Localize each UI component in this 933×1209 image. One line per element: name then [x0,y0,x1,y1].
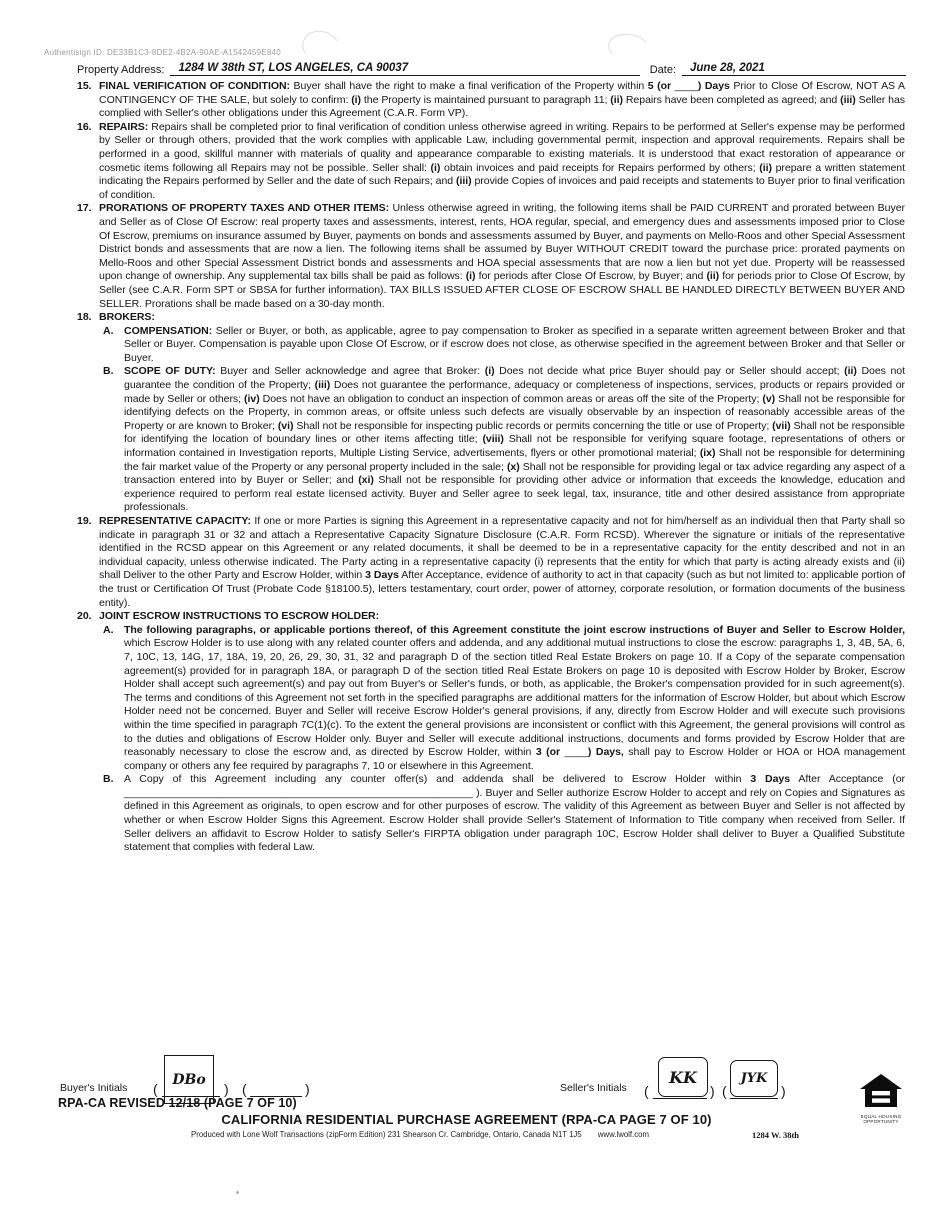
sub-clause-letter: B. [103,365,114,378]
seller-initials-signature-box-1[interactable] [658,1057,708,1097]
equal-housing-caption [856,1114,906,1125]
sub-clause-text: The following paragraphs, or applicable portions thereof, of this Agreement constitute the joint escrow instructions of Buyer and Seller to Escrow Holder, which Escrow Holder is to use along with any related counter offers and addenda, and any additional mutual instructions to close the escrow: paragraphs 1, 3, 4B, 5A, 6, 7, 10C, 13, 14G, 17, 18A, 19, 20, 26, 29, 30, 31, 32 and paragraph D of the section titled Real Estate Brokers on page 10. If a Copy of the separate compensation agreement(s) provided for in paragraph 18A, or paragraph D of the section titled Real Estate Brokers on page 10 is deposited with Escrow Holder by Broker, Escrow Holder shall accept such agreement(s) and pay out from Buyer's or Seller's funds, or both, as applicable, the Broker's compensation provided for in such agreement(s). The terms and conditions of this Agreement not set forth in the specified paragraphs are additional matters for the information of Escrow Holder, but about which Escrow Holder need not be concerned. Buyer and Seller will receive Escrow Holder's general provisions, if any, directly from Escrow Holder and will execute such provisions within the time specified in paragraph 7C(1)(c). To the extent the general provisions are inconsistent or conflict with this Agreement, the general provisions will control as to the duties and obligations of Escrow Holder only. Buyer and Seller will execute additional instructions, documents and forms provided by Escrow Holder that are reasonably necessary to close the escrow and, as directed by Escrow Holder, within 3 (or ____) Days, shall pay to Escrow Holder or HOA or HOA management company or others any fee required by paragraphs 7, 10 or elsewhere in this Agreement. [124,623,905,772]
clause-15-final-verification [77,80,905,121]
sub-clause-letter: B. [103,773,114,786]
produced-by-text: Produced with Lone Wolf Transactions (zipForm Edition) 231 Shearson Cr. Cambridge, Ontario, Canada N1T 1J5 [191,1130,582,1139]
clause-number: 20. [77,610,92,623]
equal-housing-caption-line2: OPPORTUNITY [863,1119,899,1125]
property-address-row [77,58,906,76]
clause-heading: JOINT ESCROW INSTRUCTIONS TO ESCROW HOLDER: [99,610,380,623]
paren: ) [224,1081,229,1097]
paren: ) [305,1081,310,1097]
clause-number: 17. [77,202,92,215]
produced-by-line [90,1130,750,1139]
clause-20a-escrow-paragraphs [99,624,905,774]
clause-18b-scope-of-duty [99,365,905,515]
buyer-initials-value: DBo [172,1071,206,1088]
equal-housing-logo [856,1074,906,1125]
clause-20b-copy-delivery [99,773,905,855]
form-title: CALIFORNIA RESIDENTIAL PURCHASE AGREEMENT (RPA-CA PAGE 7 OF 10) [221,1112,712,1127]
equal-housing-house-icon [859,1074,903,1108]
seller-initials-value-2: JYK [740,1071,768,1086]
paren: ) [710,1083,715,1099]
clause-text: REPAIRS: Repairs shall be completed prior to final verification of condition unless otherwise agreed in writing. Repairs to be performed at Seller's expense may be performed by Seller or through others, provided that the work complies with applicable Law, including governmental permit, inspection and approval requirements. Repairs shall be performed in a good, skillful manner with materials of quality and appearance comparable to existing materials. It is understood that exact restoration of appearance or cosmetic items following all Repairs may not be possible. Seller shall: (i) obtain invoices and paid receipts for Repairs performed by others; (ii) prepare a written statement indicating the Repairs performed by Seller and the date of such Repairs; and (iii) provide Copies of invoices and paid receipts and statements to Buyer prior to final verification of condition. [99,120,905,201]
clause-text: REPRESENTATIVE CAPACITY: If one or more Parties is signing this Agreement in a representative capacity and not for him/herself as an individual then that Party shall so indicate in paragraph 31 or 32 and attach a Representative Capacity Signature Disclosure (C.A.R. Form RCSD). Wherever the signature or initials of the representative identified in the RCSD appear on this Agreement or any related documents, it shall be deemed to be in a representative capacity for the entity described and not in an individual capacity, unless otherwise indicated. The Party acting in a representative capacity (i) represents that the entity for which that party is acting already exists and (ii) shall Deliver to the other Party and Escrow Holder, within 3 Days After Acceptance, evidence of authority to act in that capacity (such as but not limited to: applicable portion of the trust or Certification Of Trust (Probate Code §18100.5), letters testamentary, court order, power of attorney, corporate resolution, or formation documents of the business entity). [99,515,905,609]
clause-number: 19. [77,515,92,527]
sub-clause-letter: A. [103,623,114,636]
scan-artifact-dot [236,1191,239,1194]
clause-18a-compensation [99,325,905,366]
authentisign-id: Authentisign ID: DE33B1C3-8DE2-4B2A-90AE-A1542459E840 [44,48,281,57]
clause-16-repairs [77,121,905,203]
producer-website: www.lwolf.com [597,1130,649,1139]
sub-clause-letter: A. [103,324,114,337]
seller-initials-value-1: KK [669,1067,697,1087]
property-address-label: Property Address: [77,64,165,76]
clause-text: PRORATIONS OF PROPERTY TAXES AND OTHER ITEMS: Unless otherwise agreed in writing, the following items shall be PAID CURRENT and prorated between Buyer and Seller as of Close Of Escrow: real property taxes and assessments, interest, rents, HOA regular, special, and emergency dues and assessments imposed prior to Close Of Escrow, premiums on insurance assumed by Buyer, payments on bonds and assessments assumed by Buyer, and payments on Mello-Roos and other Special Assessment District bonds and assessments that are now a lien. The following items shall be assumed by Buyer WITHOUT CREDIT toward the purchase price: prorated payments on Mello-Roos and other Special Assessment District bonds and assessments and HOA special assessments that are now a lien but not yet due. Property will be reassessed upon change of ownership. Any supplemental tax bills shall be paid as follows: (i) for periods after Close Of Escrow, by Buyer; and (ii) for periods prior to Close Of Escrow, by Seller (see C.A.R. Form SPT or SBSA for further information). TAX BILLS ISSUED AFTER CLOSE OF ESCROW SHALL BE HANDLED DIRECTLY BETWEEN BUYER AND SELLER. Prorations shall be made based on a 30-day month. [99,202,905,310]
document-reference: 1284 W. 38th [752,1130,799,1140]
clause-number: 18. [77,311,92,324]
seller-initials-signature-box-2[interactable] [730,1060,778,1097]
clause-number: 15. [77,80,92,92]
paren: ( [242,1081,247,1097]
paren: ( [644,1083,649,1099]
sellers-initials-label: Seller's Initials [560,1082,627,1094]
clause-number: 16. [77,120,92,133]
buyer-initials-line-2[interactable] [250,1079,302,1097]
clause-19-representative-capacity [77,515,905,610]
date-value: June 28, 2021 [682,62,906,76]
sub-clause-text: COMPENSATION: Seller or Buyer, or both, as applicable, agree to pay compensation to Broker as specified in a separate written agreement between Broker and that Seller or Buyer. Compensation is payable upon Close Of Escrow, or if escrow does not close, as otherwise specified in the agreement between Broker and that Seller or Buyer. [124,324,905,364]
form-revision-line: RPA-CA REVISED 12/18 (PAGE 7 OF 10) [58,1096,297,1110]
clause-17-prorations [77,202,905,311]
paren: ( [722,1083,727,1099]
clause-heading: BROKERS: [99,311,155,324]
property-address-value: 1284 W 38th ST, LOS ANGELES, CA 90037 [170,62,639,76]
clause-text: FINAL VERIFICATION OF CONDITION: Buyer shall have the right to make a final verification of the Property within 5 (or ____) Days Prior to Close Of Escrow, NOT AS A CONTINGENCY OF THE SALE, but solely to confirm: (i) the Property is maintained pursuant to paragraph 11; (ii) Repairs have been completed as agreed; and (iii) Seller has complied with Seller's other obligations under this Agreement (C.A.R. Form VP). [99,80,905,120]
paren: ) [781,1083,786,1099]
clause-20-joint-escrow-instructions [77,610,905,855]
clause-18-brokers [77,311,905,515]
buyers-initials-label: Buyer's Initials [60,1082,128,1094]
equal-housing-caption-line1: EQUAL HOUSING [860,1114,902,1119]
paren: ( [153,1081,158,1097]
sub-clause-text: A Copy of this Agreement including any counter offer(s) and addenda shall be delivered to Escrow Holder within 3 Days After Acceptance (or ____________________________________________________________ ). Buyer and Seller authorize Escrow Holder to accept and rely on Copies and Signatures as defined in this Agreement as originals, to open escrow and for other purposes of escrow. The validity of this Agreement as between Buyer and Seller is not affected by whether or when Escrow Holder Signs this Agreement. Escrow Holder shall provide Seller's Statement of Information to Title company when received from Seller. If Seller delivers an affidavit to Escrow Holder to satisfy Seller's FIRPTA obligation under paragraph 10C, Escrow Holder shall deliver to Buyer a Qualified Substitute statement that complies with federal Law. [124,773,905,854]
sub-clause-text: SCOPE OF DUTY: Buyer and Seller acknowledge and agree that Broker: (i) Does not decide what price Buyer should pay or Seller should accept; (ii) Does not guarantee the condition of the Property; (iii) Does not guarantee the performance, adequacy or completeness of inspections, services, products or repairs provided or made by Seller or others; (iv) Does not have an obligation to conduct an inspection of common areas or areas off the site of the Property; (v) Shall not be responsible for identifying defects on the Property, in common areas, or offsite unless such defects are visually observable by an inspection of reasonably accessible areas of the Property or are known to Broker; (vi) Shall not be responsible for inspecting public records or permits concerning the title or use of Property; (vii) Shall not be responsible for identifying the location of boundary lines or other items affecting title; (viii) Shall not be responsible for verifying square footage, representations of others or information contained in Investigation reports, Multiple Listing Service, advertisements, flyers or other promotional material; (ix) Shall not be responsible for determining the fair market value of the Property or any personal property included in the sale; (x) Shall not be responsible for providing legal or tax advice regarding any aspect of a transaction entered into by Buyer or Seller; and (xi) Shall not be responsible for providing other advice or information that exceeds the knowledge, education and experience required to perform real estate licensed activity. Buyer and Seller agree to seek legal, tax, insurance, title and other desired assistance from appropriate professionals. [124,365,906,514]
date-label: Date: [649,64,676,76]
contract-clauses [77,80,905,855]
